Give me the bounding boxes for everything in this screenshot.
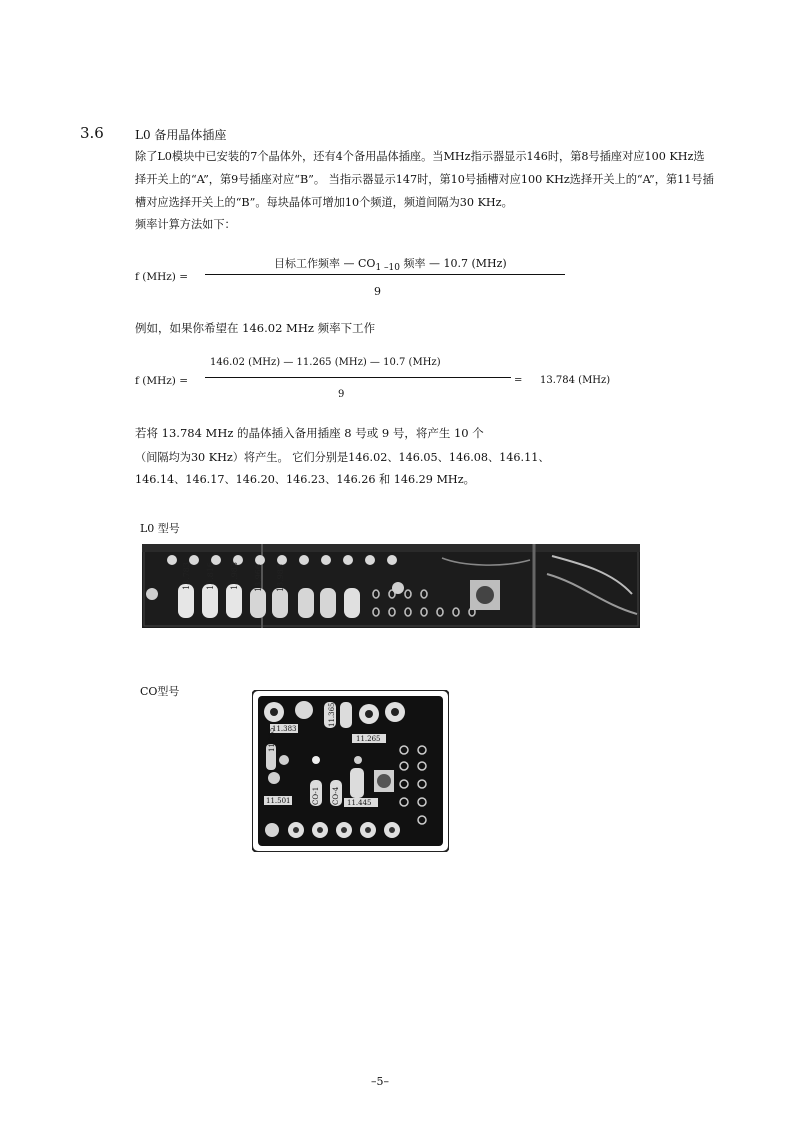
section-title: L0 备用晶体插座 [135, 128, 227, 142]
formula1-numerator-prefix: 目标工作频率 — CO [274, 257, 376, 270]
formula1-fraction-bar [205, 274, 565, 275]
paragraph-line: （间隔均为30 KHz）将产生。 它们分别是146.02、146.05、146.08、146.11、 [135, 451, 550, 464]
example-intro: 例如，如果你希望在 146.02 MHz 频率下工作 [135, 321, 376, 335]
formula2-result: 13.784 (MHz) [540, 375, 611, 386]
co-figure-caption: CO型号 [140, 685, 180, 698]
co-crystal-label: 11.265 [356, 735, 381, 743]
co-crystal-label: 11.383 [272, 725, 297, 733]
formula1-denominator: 9 [374, 285, 381, 298]
co-crystal-label: CO-1 [312, 786, 320, 805]
formula1-subscript: 1 –10 [375, 263, 400, 274]
co-crystal-label: CO-4 [332, 786, 340, 805]
lo-board-photo [142, 544, 640, 628]
lo-crystal-label: 13.783 [182, 562, 191, 590]
paragraph-line: 146.14、146.17、146.20、146.23、146.26 和 146.29 MHz。 [135, 473, 475, 486]
lo-figure-caption: L0 型号 [140, 522, 180, 535]
formula2-equals: = [514, 375, 523, 386]
co-board-photo [252, 690, 449, 852]
paragraph-line: 择开关上的“A”，第9号插座对应“B”。 当指示器显示147时，第10号插槽对应100 KHz选择开关上的“A”，第11号插 [135, 173, 714, 186]
lo-crystal-label: 13.966 [254, 564, 263, 592]
paragraph-line: 槽对应选择开关上的“B”。每块晶体可增加10个频道，频道间隔为30 KHz。 [135, 196, 513, 209]
co-crystal-label: 11.501 [266, 797, 291, 805]
formula2-numerator: 146.02 (MHz) — 11.265 (MHz) — 10.7 (MHz) [210, 357, 441, 368]
lo-crystal-label: 13.816 [206, 562, 215, 590]
co-crystal-label: 11.265 [268, 727, 276, 752]
co-crystal-label: 11.445 [347, 799, 372, 807]
formula1-numerator [274, 255, 507, 273]
lo-crystal-label: 13.983 [276, 564, 285, 592]
paragraph-line: 频率计算方法如下： [135, 218, 236, 231]
co-board-graphic [252, 690, 449, 852]
formula2-denominator: 9 [338, 389, 345, 400]
lo-crystal-label: 13.983 [230, 562, 239, 590]
section-number: 3.6 [80, 124, 104, 142]
co-crystal-label: 11.365 [328, 702, 336, 727]
formula1-numerator-suffix: 频率 — 10.7 (MHz) [399, 257, 507, 270]
page-number: –5– [371, 1075, 389, 1088]
formula1-lhs: f (MHz) = [135, 271, 188, 283]
paragraph-line: 除了L0模块中已安装的7个晶体外，还有4个备用晶体插座。当MHz指示器显示146时，第8号插座对应100 KHz选 [135, 150, 705, 163]
formula2-fraction-bar [205, 377, 511, 378]
formula2-lhs: f (MHz) = [135, 375, 188, 387]
paragraph-line: 若将 13.784 MHz 的晶体插入备用插座 8 号或 9 号，将产生 10 个 [135, 426, 484, 440]
lo-board-graphic [142, 544, 640, 628]
